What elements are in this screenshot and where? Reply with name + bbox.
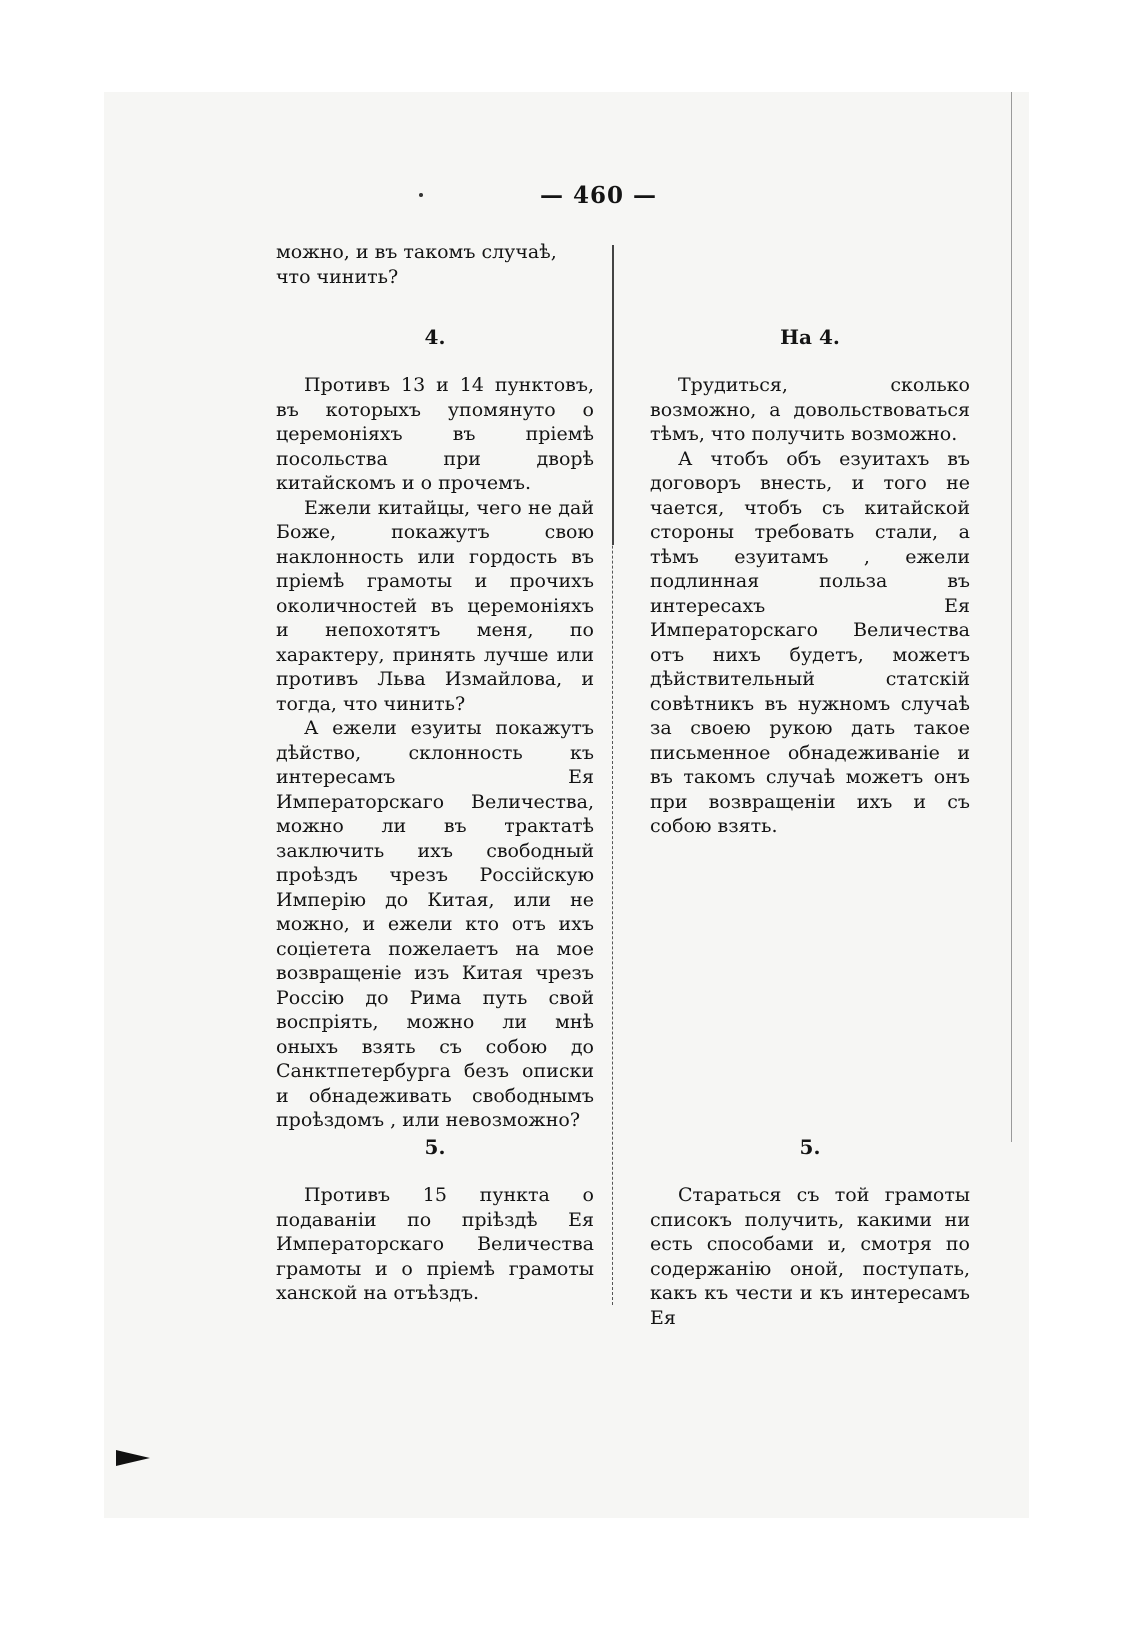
left-section5-paragraph: Противъ 15 пункта о подаваніи по пріѣздѣ Ея Императорскаго Величества грамоты и о пріемѣ грамоты ханской на отъѣздъ.	[276, 1184, 594, 1304]
left-section5-body	[276, 1183, 594, 1306]
left-section5-heading: 5.	[424, 1135, 446, 1159]
page-edge-line	[1011, 92, 1012, 1142]
left-section4-paragraph: А ежели езуиты покажутъ дѣйство, склонность къ интересамъ Ея Императорскаго Величества, можно ли въ трактатѣ заключить ихъ свободный проѣздъ чрезъ Россійскую Имперію до Китая, или не можно, и ежели кто отъ ихъ соціетета пожелаетъ на мое возвращеніе изъ Китая чрезъ Россію до Рима путь свой воспріять, можно ли мнѣ оныхъ взять съ собою до Санктпетербурга безъ описки и обнадеживать свободнымъ проѣздомъ , или невозможно?	[276, 717, 594, 1131]
print-speck	[419, 193, 423, 197]
page-number: — 460 —	[540, 182, 658, 209]
right-section4-body	[650, 373, 970, 839]
corner-arrow-mark	[116, 1450, 150, 1466]
left-section4-heading: 4.	[424, 325, 446, 349]
column-divider-solid	[612, 245, 614, 545]
right-section5-paragraph: Стараться съ той грамоты списокъ получить, какими ни есть способами и, смотря по содержанію оной, поступать, какъ къ чести и къ интересамъ Ея	[650, 1184, 970, 1329]
left-section4-paragraph: Противъ 13 и 14 пунктовъ, въ которыхъ упомянуто о церемоніяхъ въ пріемѣ посольства при дворѣ китайскомъ и о прочемъ.	[276, 374, 594, 494]
left-intro	[276, 240, 594, 289]
left-section4-body	[276, 373, 594, 1133]
right-section5-heading: 5.	[799, 1135, 821, 1159]
right-section5-body	[650, 1183, 970, 1330]
right-section4-paragraph: Трудиться, сколько возможно, а довольствоваться тѣмъ, что получить возможно.	[650, 374, 970, 445]
right-section4-paragraph: А чтобъ объ езуитахъ въ договоръ внесть, и того не чается, чтобъ съ китайской стороны требовать стали, а тѣмъ езуитамъ , ежели подлинная польза въ интересахъ Ея Императорскаго Величества отъ нихъ будетъ, можетъ дѣйствительный статскій совѣтникъ въ нужномъ случаѣ за своею рукою дать такое письменное обнадеживаніе и въ такомъ случаѣ можетъ онъ при возвращеніи ихъ и съ собою взять.	[650, 447, 970, 837]
left-intro-line-2: что чинить?	[276, 265, 399, 288]
left-intro-line-1: можно, и въ такомъ случаѣ,	[276, 241, 557, 263]
left-section4-paragraph: Ежели китайцы, чего не дай Боже, покажутъ свою наклонность или гордость въ пріемѣ грамоты и прочихъ околичностей въ церемоніяхъ и непохотятъ меня, по характеру, принять лучше или противъ Льва Измайлова, и тогда, что чинить?	[276, 496, 594, 715]
right-section4-heading: На 4.	[780, 325, 840, 349]
